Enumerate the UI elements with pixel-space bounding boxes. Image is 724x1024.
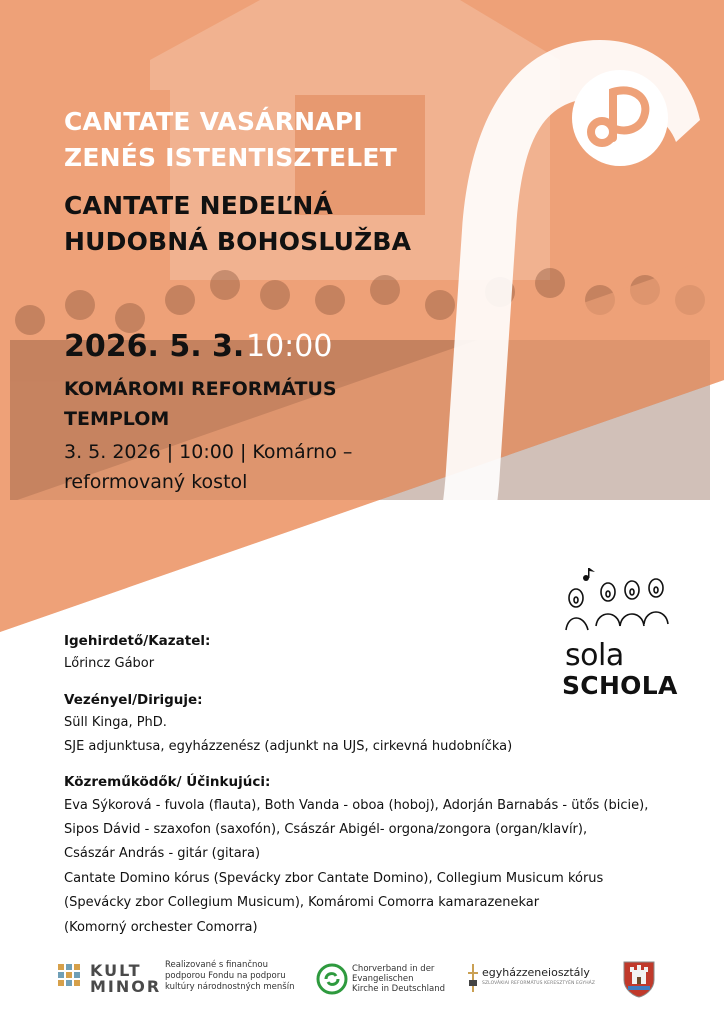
kultminor-text-1: KULT bbox=[90, 961, 142, 980]
title-hu-line1: CANTATE VASÁRNAPI bbox=[64, 107, 363, 136]
venue-line2: TEMPLOM bbox=[64, 408, 170, 430]
logo-text-schola: SCHOLA bbox=[562, 671, 678, 700]
venue-line1: KOMÁROMI REFORMÁTUS bbox=[64, 378, 337, 400]
kultminor-note: Realizované s finančnou podporou Fondu na podporu kultúry národnostných menšín bbox=[165, 960, 295, 992]
title-sk-line2: HUDOBNÁ BOHOSLUŽBA bbox=[64, 227, 412, 256]
cv-text-1: Chorverband in der bbox=[352, 964, 435, 974]
egyhazzenei-text: egyházzeneiosztály bbox=[482, 966, 590, 979]
egyhazzenei-icon bbox=[468, 964, 480, 992]
performers-line: Sipos Dávid - szaxofon (saxofón), Császár Abigél- orgona/zongora (organ/klavír), bbox=[64, 822, 588, 837]
egyhazzenei-subtext: SZLOVÁKIAI REFORMÁTUS KERESZTYÉN EGYHÁZ bbox=[482, 981, 596, 986]
preacher-name: Lőrincz Gábor bbox=[64, 656, 155, 671]
kultminor-text-2: MINOR bbox=[90, 977, 162, 996]
kultminor-logo-icon bbox=[58, 964, 86, 992]
conductor-label: Vezényel/Diriguje: bbox=[64, 692, 203, 708]
performers-line: (Komorný orchester Comorra) bbox=[64, 920, 258, 935]
title-hu-line2: ZENÉS ISTENTISZTELET bbox=[64, 143, 397, 172]
cv-text-2: Evangelischen bbox=[352, 974, 414, 984]
cv-text-3: Kirche in Deutschland bbox=[352, 984, 446, 994]
sola-schola-choir-icon bbox=[562, 568, 672, 638]
logo-text-sola: sola bbox=[565, 638, 624, 673]
conductor-role: SJE adjunktusa, egyházzenész (adjunkt na UJS, cirkevná hudobníčka) bbox=[64, 739, 513, 754]
event-venue bbox=[64, 374, 337, 434]
title-slovak bbox=[64, 188, 411, 260]
performers-line: (Spevácky zbor Collegium Musicum), Komáromi Comorra kamarazenekar bbox=[64, 895, 540, 910]
conductor-name: Süll Kinga, PhD. bbox=[64, 715, 167, 730]
cv-logo-icon bbox=[316, 963, 348, 995]
event-time: 10:00 bbox=[246, 329, 333, 364]
event-venue-slovak bbox=[64, 437, 352, 497]
performers-line: Eva Sýkorová - fuvola (flauta), Both Vanda - oboa (hoboj), Adorján Barnabás - ütős (bicie), bbox=[64, 798, 649, 813]
komarno-crest-icon bbox=[622, 960, 656, 998]
performers-label: Közreműködők/ Účinkujúci: bbox=[64, 774, 271, 790]
performers-line: Cantate Domino kórus (Spevácky zbor Cantate Domino), Collegium Musicum kórus bbox=[64, 871, 604, 886]
preacher-label: Igehirdető/Kazatel: bbox=[64, 633, 211, 649]
title-hungarian bbox=[64, 104, 397, 176]
venue-sk-line1: 3. 5. 2026 | 10:00 | Komárno – bbox=[64, 441, 353, 463]
event-date: 2026. 5. 3. bbox=[64, 329, 245, 364]
venue-sk-line2: reformovaný kostol bbox=[64, 471, 248, 493]
performers-line: Császár András - gitár (gitara) bbox=[64, 846, 261, 861]
title-sk-line1: CANTATE NEDEĽNÁ bbox=[64, 191, 334, 220]
